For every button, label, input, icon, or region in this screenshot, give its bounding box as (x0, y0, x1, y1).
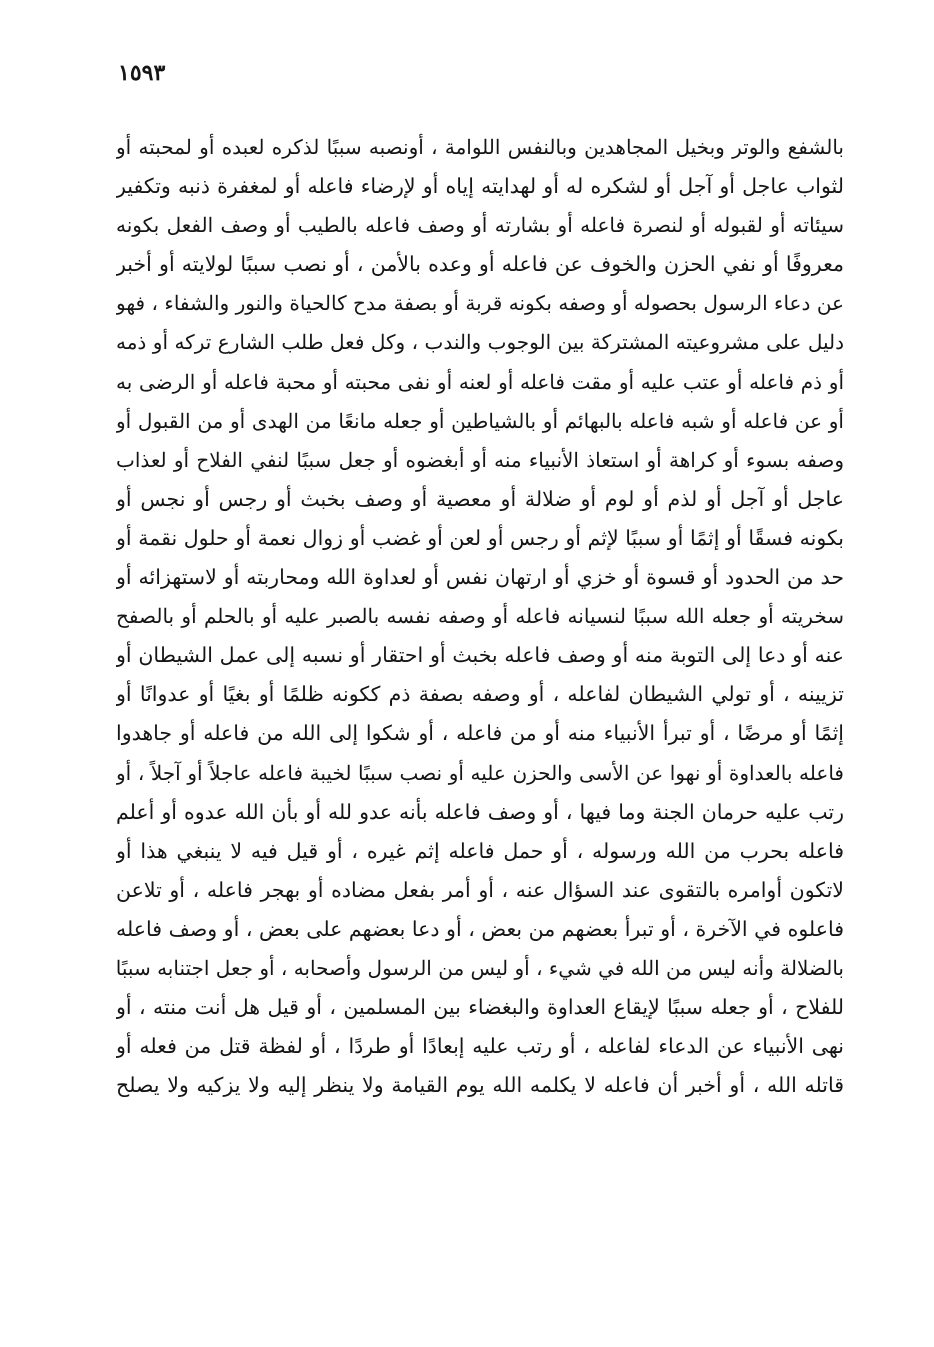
text-line: تزيينه ، أو تولي الشيطان لفاعله ، أو وصفه بصفة ذم ككونه ظلمًا أو بغيًا أو عدوانًا أو (116, 682, 844, 707)
body-text (116, 128, 844, 1105)
text-line: بالضلالة وأنه ليس من الله في شيء ، أو ليس من الرسول وأصحابه ، أو جعل اجتنابه سببًا (116, 955, 844, 980)
text-line: أو ذم فاعله أو عتب عليه أو مقت فاعله أو لعنه أو نفى محبته أو محبة فاعله أو الرضى به (116, 369, 844, 394)
text-line: رتب عليه حرمان الجنة وما فيها ، أو وصف فاعله بأنه عدو لله أو بأن الله عدوه أو أعلم (116, 799, 844, 824)
text-line: سخريته أو جعله الله سببًا لنسيانه فاعله أو وصفه نفسه بالصبر عليه أو بالحلم أو بالصفح (116, 604, 844, 629)
text-line: فاعله بحرب من الله ورسوله ، أو حمل فاعله إثم غيره ، أو قيل فيه لا ينبغي هذا أو (116, 838, 844, 863)
text-line: بالشفع والوتر وبخيل المجاهدين وبالنفس اللوامة ، أونصبه سببًا لذكره لعبده أو لمحبته أو (116, 135, 844, 159)
text-line: معروفًا أو نفي الحزن والخوف عن فاعله أو وعده بالأمن ، أو نصب سببًا لولايته أو أخبر (116, 252, 844, 277)
text-line: أو عن فاعله أو شبه فاعله بالبهائم أو بالشياطين أو جعله مانعًا من الهدى أو من القبول أو (116, 408, 844, 433)
page-number: ١٥٩٣ (118, 60, 166, 86)
text-line: وصفه بسوء أو كراهة أو استعاذ الأنبياء منه أو أبغضوه أو جعل سببًا لنفي الفلاح أو لعذاب (116, 447, 844, 472)
text-line: لاتكون أوامره بالتقوى عند السؤال عنه ، أو أمر بفعل مضاده أو بهجر فاعله ، أو تلاعن (116, 877, 844, 902)
text-line: إثمًا أو مرضًا ، أو تبرأ الأنبياء منه أو من فاعله ، أو شكوا إلى الله من فاعله أو جاهدوا (116, 721, 844, 746)
text-line: عن دعاء الرسول بحصوله أو وصفه بكونه قربة أو بصفة مدح كالحياة والنور والشفاء ، فهو (116, 291, 844, 316)
text-line: بكونه فسقًا أو إثمًا أو سببًا لإثم أو رجس أو لعن أو غضب أو زوال نعمة أو حلول نقمة أو (116, 525, 844, 550)
text-line: فاعلوه في الآخرة ، أو تبرأ بعضهم من بعض ، أو دعا بعضهم على بعض ، أو وصف فاعله (116, 916, 844, 941)
text-line: سيئاته أو لقبوله أو لنصرة فاعله أو بشارته أو وصف فاعله بالطيب أو وصف الفعل بكونه (116, 213, 844, 238)
text-line: نهى الأنبياء عن الدعاء لفاعله ، أو رتب عليه إبعادًا أو طردًا ، أو لفظة قتل من فعله أو (116, 1034, 844, 1059)
text-line: دليل على مشروعيته المشتركة بين الوجوب والندب ، وكل فعل طلب الشارع تركه أو ذمه (116, 330, 844, 355)
text-line: حد من الحدود أو قسوة أو خزي أو ارتهان نفس أو لعداوة الله ومحاربته أو لاستهزائه أو (116, 565, 844, 590)
text-line: للفلاح ، أو جعله سببًا لإيقاع العداوة والبغضاء بين المسلمين ، أو قيل هل أنت منته ، أو (116, 995, 844, 1020)
text-line: لثواب عاجل أو آجل أو لشكره له أو لهدايته إياه أو لإرضاء فاعله أو لمغفرة ذنبه وتكفير (116, 174, 844, 199)
text-line: قاتله الله ، أو أخبر أن فاعله لا يكلمه الله يوم القيامة ولا ينظر إليه ولا يزكيه ولا يصلح (116, 1073, 844, 1098)
text-line: فاعله بالعداوة أو نهوا عن الأسى والحزن عليه أو نصب سببًا لخيبة فاعله عاجلاً أو آجلاً ، أو (116, 760, 844, 785)
text-line: عنه أو دعا إلى التوبة منه أو وصف فاعله بخبث أو احتقار أو نسبه إلى عمل الشيطان أو (116, 643, 844, 668)
text-line: عاجل أو آجل أو لذم أو لوم أو ضلالة أو معصية أو وصف بخبث أو رجس أو نجس أو (116, 486, 844, 511)
